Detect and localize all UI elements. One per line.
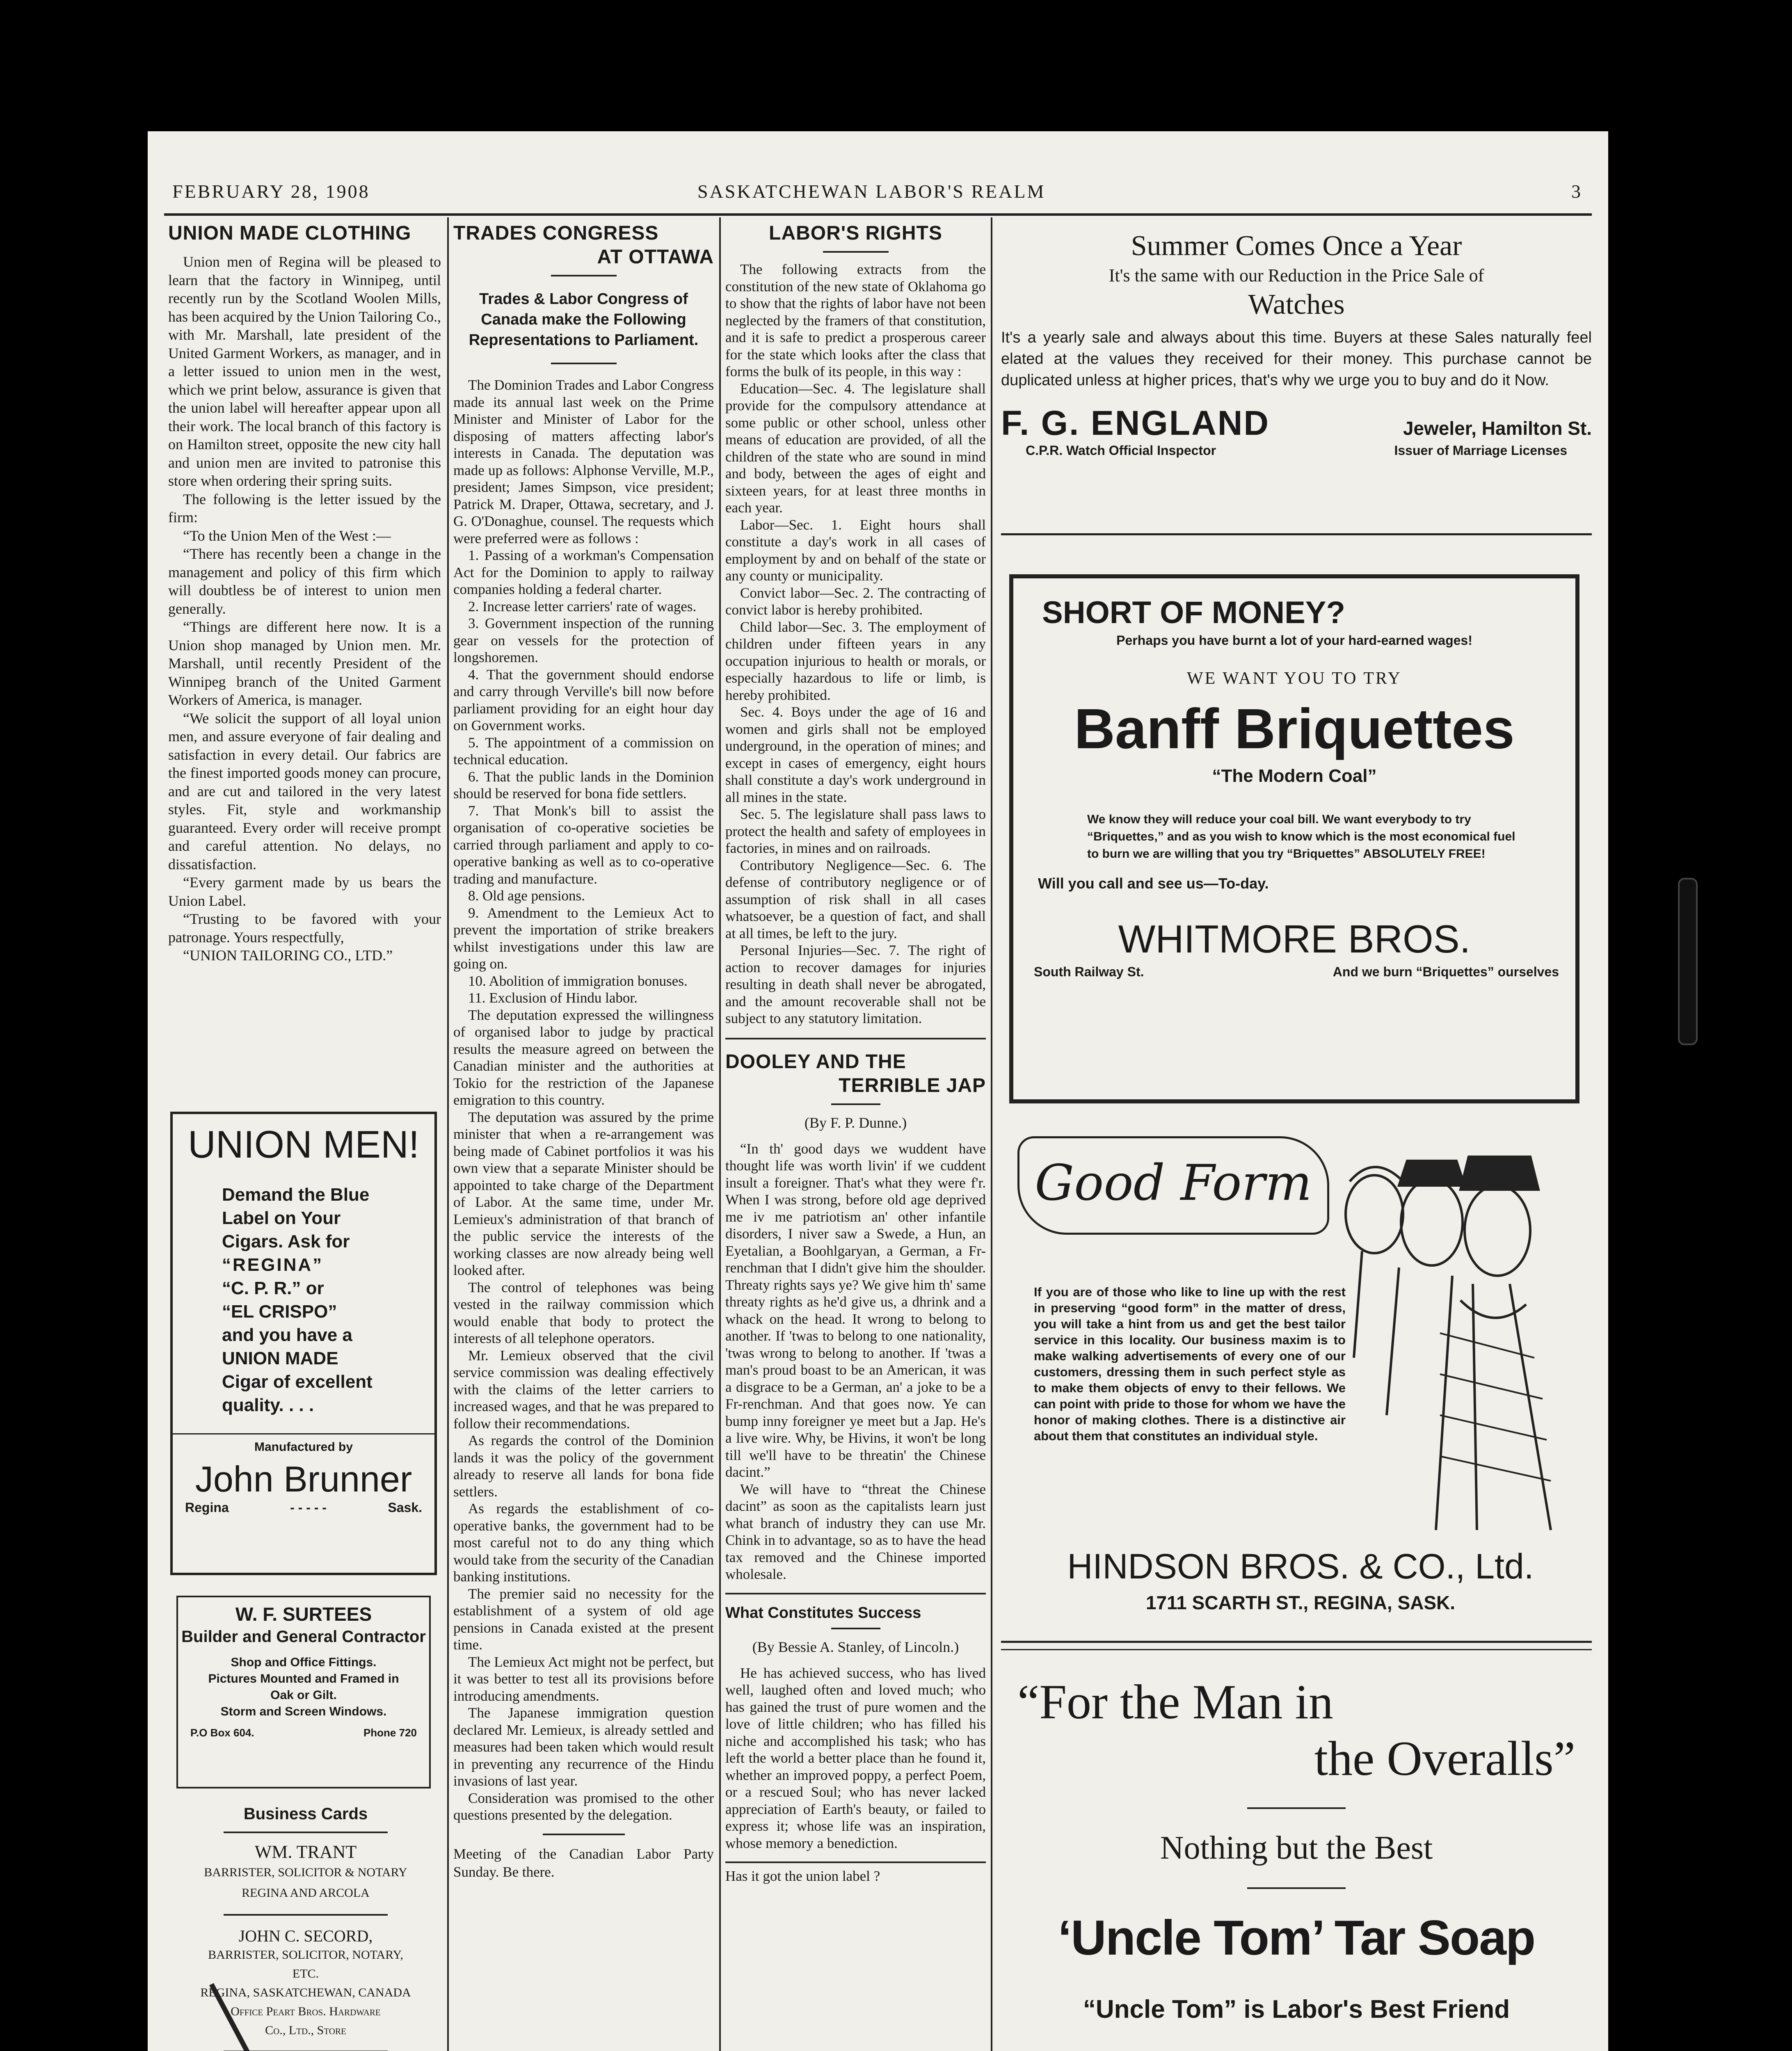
paragraph: Sec. 4. Boys under the age of 16 and women and girls shall not be employed underground, in the operation of mines; and except in cases of emergency, eight hours shall constitute a day's work underground in all mines in the state.	[725, 704, 986, 805]
ad-line: Cigars. Ask for	[222, 1231, 350, 1252]
ad-line: Demand the Blue	[222, 1185, 370, 1205]
ad-line: Oak or Gilt.	[270, 1688, 337, 1702]
paragraph: “To the Union Men of the West :—	[183, 527, 391, 544]
ad-rule	[1001, 1649, 1592, 1650]
ad-body	[178, 1654, 429, 1720]
po-box: P.O Box 604.	[190, 1727, 254, 1739]
column-rule	[719, 217, 721, 2051]
paragraph: As regards the control of the Dominion lands it was the policy of the government already to reserve all lands for bona fide settlers.	[453, 1432, 714, 1500]
dooley-heading-line1: DOOLEY AND THE	[725, 1051, 906, 1073]
article-union-made-clothing	[168, 222, 441, 1103]
ad-body: We know they will reduce your coal bill. We want everybody to try “Briquettes,” and as you wish to know which is the most economical fuel to burn we are willing that you try “Briquettes” ABSOLUTELY FREE!	[1087, 813, 1515, 861]
paragraph: Contributory Negligence—Sec. 6. The defense of contributory negligence or of assumption of risk shall in all cases whatsoever, be a question of fact, and shall at all times, be left to the jury.	[725, 857, 986, 941]
success-heading: What Constitutes Success	[725, 1604, 921, 1622]
paragraph: Child labor—Sec. 3. The employment of children under fifteen years in any occupation injurious to health or morals, or especially hazardous to life or limb, is hereby prohibited.	[725, 619, 986, 703]
paragraph: “Every garment made by us bears the Union Label.	[168, 874, 441, 909]
dooley-byline: (By F. P. Dunne.)	[804, 1114, 907, 1131]
paragraph: Union men of Regina will be pleased to learn that the factory in Winnipeg, until recently run by the Scotland Woolen Mills, has been acquired by the Union Tailoring Co., with Mr. Marshall, late president of the United Garment Workers, as manager, and in a letter issued to union men in the west, which we print below, assurance is given that the union label will hereafter appear upon all their work. The local branch of this factory is on Hamilton street, opposite the new city hall and union men are invited to patronise this store when ordering their spring suits.	[168, 254, 441, 489]
paragraph: 2. Increase letter carriers' rate of wages.	[468, 598, 697, 614]
ad-headline: SHORT OF MONEY?	[1042, 595, 1345, 630]
business-cards-heading: Business Cards	[243, 1805, 368, 1823]
ad-body: It's a yearly sale and always about this time. Buyers at these Sales naturally feel elated at the values they received for their money. This purchase cannot be duplicated unless at higher prices, that's why we urge you to buy and do it Now.	[1001, 329, 1592, 389]
ad-tagline: “The Modern Coal”	[1212, 766, 1377, 786]
article-body	[453, 377, 714, 1824]
card-name: WM. TRANT	[254, 1842, 357, 1862]
paragraph: The Japanese immigration question declared Mr. Lemieux, is already settled and measures had been taken which would result in preventing any recurrence of the Hindu invasions of last year.	[453, 1705, 714, 1789]
paragraph: 1. Passing of a workman's Compensation Act for the Dominion to apply to railway companies holding a federal charter.	[453, 547, 714, 597]
card-body	[172, 1862, 439, 1903]
ad-also: And we burn “Briquettes” ourselves	[1333, 964, 1559, 979]
paragraph: 8. Old age pensions.	[468, 888, 585, 904]
ad-line: “C. P. R.” or	[222, 1278, 324, 1298]
article-trades-congress	[453, 222, 714, 2051]
card-name: JOHN C. SECORD,	[238, 1927, 373, 1945]
ad-headline-line2: the Overalls”	[1314, 1731, 1575, 1786]
page-number: 3	[1571, 181, 1582, 202]
article-body	[168, 253, 441, 965]
article-heading: UNION MADE CLOTHING	[168, 222, 411, 244]
ad-headline-line1: “For the Man in	[1017, 1674, 1333, 1729]
paragraph: 7. That Monk's bill to assist the organisation of co-operative societies be carried through parliament and apply to co-operative banking as well as to co-operative trading and manufacture.	[453, 802, 714, 887]
paragraph: Education—Sec. 4. The legislature shall provide for the compulsory attendance at some public or other school, unless other means of education are provided, of all the children of the state who are sound in mind and body, between the ages of eight and sixteen years, for at least three months in each year.	[725, 380, 986, 516]
paragraph: “We solicit the support of all loyal union men, and assure everyone of fair dealing and satisfaction in every detail. Our fabrics are the finest imported goods money can procure, and are cut and tailored in the very latest styles. Fit, style and workmanship guaranteed. Every order will receive prompt and careful attention. No delays, no dissatisfaction.	[168, 710, 441, 872]
divider	[551, 363, 617, 364]
ad-rule	[1001, 533, 1592, 535]
meeting-notice: Meeting of the Canadian Labor Party Sunday. Be there.	[453, 1845, 714, 1880]
location-dashes: - - - - -	[290, 1500, 327, 1515]
card-line: Co., Ltd., Store	[265, 2024, 346, 2037]
card-line: BARRISTER, SOLICITOR, NOTARY,	[208, 1948, 403, 1962]
page-title: SASKATCHEWAN LABOR'S REALM	[697, 181, 1046, 202]
ad-line: “REGINA”	[222, 1255, 324, 1275]
paragraph: Sec. 5. The legislature shall pass laws to protect the health and safety of employees in factories, in mines and on railroads.	[725, 806, 986, 856]
ad-subline: Perhaps you have burnt a lot of your hard-earned wages!	[1116, 633, 1472, 648]
paragraph: The deputation expressed the willingness of organised labor to judge by practical results the measure agreed on between the Canadian minister and the authorities at Tokio for the restriction of the Japanese emigration to this country.	[453, 1007, 714, 1108]
divider	[543, 1834, 625, 1835]
paragraph: 11. Exclusion of Hindu labor.	[468, 990, 638, 1006]
ad-product: ‘Uncle Tom’ Tar Soap	[1058, 1910, 1535, 1965]
success-body	[725, 1665, 986, 1852]
paragraph: Convict labor—Sec. 2. The contracting of convict labor is hereby prohibited.	[725, 585, 986, 618]
contractor-name: W. F. SURTEES	[235, 1603, 372, 1625]
ad-line: Pictures Mounted and Framed in	[208, 1672, 399, 1686]
card-line: BARRISTER, SOLICITOR & NOTARY	[204, 1866, 407, 1879]
paragraph: “In th' good days we wuddent have thought life was worth livin' if we cuddent insult a foreigner. That's what they were f'r. When I was strong, before old age deprived me iv me patriotism an' other infantile disorders, I niver saw a Swede, a Hun, an Eyetalian, a Boohlgaryan, a German, a Fr-renchman that I didn't give him the shoulder. Threaty rights says ye? We give him th' same threaty rights as he'd give us, a dhrink and a whack on the head. It wrong to belong to another. If 'twas to belong to one nationality, 'twas wrong to belong to another. If 'twas a man's proud boast to be an American, it was a disgrace to be a German, an' a joke to be a Fr-renchman. And that goes now. Ye can bump inny foreigner ye meet but a Jap. He's a live wire. Why, be Hivins, it won't be long till we'll have to be threatin' the Chinese dacint.”	[725, 1140, 986, 1480]
paragraph: 3. Government inspection of the running gear on vessels for the protection of longshoremen.	[453, 615, 714, 665]
dooley-body	[725, 1140, 986, 1583]
paragraph: “There has recently been a change in the management and policy of this firm which will doubtless be of interest to union men generally.	[168, 546, 441, 617]
article-body	[725, 261, 986, 1027]
dooley-heading-line2: TERRIBLE JAP	[839, 1074, 986, 1096]
success-byline: (By Bessie A. Stanley, of Lincoln.)	[752, 1638, 959, 1655]
ad-subline: Nothing but the Best	[1160, 1830, 1433, 1866]
contractor-trade: Builder and General Contractor	[181, 1628, 426, 1646]
gentlemen-illustration-icon	[1337, 1128, 1584, 1538]
paragraph: The control of telephones was being vested in the railway commission which would enable that body to protect the interests of all telephone operators.	[453, 1279, 714, 1346]
uncle-tom-soap-ad	[1001, 1665, 1592, 2051]
paragraph: He has achieved success, who has lived well, laughed often and loved much; who has gained the trust of pure women and the love of little children; who has filled his niche and accomplished his task; who has left the world a better place than he found it, whether an improved poppy, a perfect Poem, or a rescued Soul; who has never lacked appreciation of Earth's beauty, or failed to express it; whose life was an inspiration, whose memory a benediction.	[725, 1665, 986, 1851]
firm-name: WHITMORE BROS.	[1118, 917, 1471, 961]
inspector-note: C.P.R. Watch Official Inspector	[1026, 443, 1216, 458]
paragraph: We will have to “threat the Chinese dacint” as soon as the capitalists learn just what branch of industry they can use Mr. Chink in to advantage, so as to have the head tax removed and the Chinese imported wholesale.	[725, 1481, 986, 1582]
divider	[1247, 1807, 1346, 1809]
header-rule	[164, 213, 1592, 216]
ad-slogan: “Uncle Tom” is Labor's Best Friend	[1083, 1995, 1510, 2024]
ad-line: Cigar of excellent	[222, 1372, 373, 1392]
paragraph: 10. Abolition of immigration bonuses.	[468, 973, 688, 989]
jeweler-tag: Jeweler, Hamilton St.	[1403, 418, 1592, 439]
paragraph: 5. The appointment of a commission on technical education.	[453, 734, 714, 767]
divider	[551, 275, 617, 276]
firm-name: HINDSON BROS. & CO., Ltd.	[1067, 1547, 1534, 1586]
licenses-note: Issuer of Marriage Licenses	[1394, 443, 1567, 458]
contact-row	[178, 1720, 429, 1739]
article-heading-line1: TRADES CONGRESS	[453, 222, 659, 244]
card-body	[172, 1946, 439, 2040]
divider	[224, 1914, 388, 1916]
maker-name: John Brunner	[195, 1459, 412, 1499]
card-line: Office Peart Bros. Hardware	[231, 2005, 381, 2018]
paragraph: Consideration was promised to the other questions presented by the delegation.	[453, 1790, 714, 1823]
section-rule	[725, 1038, 986, 1039]
maker-location	[173, 1500, 434, 1515]
paragraph: “Trusting to be favored with your patronage. Yours respectfully,	[168, 911, 441, 946]
business-cards	[172, 1805, 439, 2051]
ad-product: Watches	[1248, 289, 1345, 320]
page-date: FEBRUARY 28, 1908	[172, 181, 370, 202]
column-three	[725, 222, 986, 2051]
paragraph: The premier said no necessity for the establishment of a system of old age pensions in Canada existed at the present time.	[453, 1585, 714, 1653]
firm-address: 1711 SCARTH ST., REGINA, SASK.	[1145, 1592, 1456, 1613]
ad-subline: It's the same with our Reduction in the Price Sale of	[1109, 265, 1484, 285]
hindson-tailor-ad	[1009, 1128, 1592, 1670]
paragraph: 6. That the public lands in the Dominion should be reserved for bona fide settlers.	[453, 768, 714, 802]
newspaper-page	[148, 131, 1608, 2051]
union-label-question: Has it got the union label ?	[725, 1868, 880, 1884]
ad-signature	[1001, 403, 1592, 443]
ad-body: If you are of those who like to line up with the rest in preserving “good form” in the matter of dress, you will take a hint from us and get the best tailor service in this locality. Our business maxim is to make walking advertisements of every one of our customers, dressing them in such perfect style as to make them objects of envy to their fellows. We can point with pride to those for whom we have the honor of making clothes. There is a distinctive air about them that constitutes an individual style.	[1034, 1285, 1346, 1443]
card-line: REGINA AND ARCOLA	[242, 1886, 370, 1900]
article-subhead: Trades & Labor Congress of Canada make the Following Representations to Parliament.	[469, 290, 699, 349]
ad-try: WE WANT YOU TO TRY	[1187, 669, 1402, 688]
jeweler-name: F. G. ENGLAND	[1001, 404, 1270, 442]
paragraph: As regards the establishment of co-operative banks, the government had to be most careful not to do any thing which would take from the security of the Canadian banking institutions.	[453, 1501, 714, 1585]
ad-line: quality. . . .	[222, 1395, 314, 1415]
ad-body	[222, 1183, 434, 1417]
manufactured-by: Manufactured by	[173, 1433, 434, 1454]
section-rule	[725, 1593, 986, 1594]
paragraph: Personal Injuries—Sec. 7. The right of action to recover damages for injuries resulting in death shall never be abrogated, and the amount recoverable shall not be subject to any statutory limitation.	[725, 942, 986, 1026]
script-banner	[1017, 1136, 1329, 1235]
ad-headline: Summer Comes Once a Year	[1131, 230, 1462, 262]
ad-line: Label on Your	[222, 1208, 341, 1228]
paragraph: The following extracts from the constitution of the new state of Oklahoma go to show that the rights of labor have not been neglected by the framers of that constitution, and it is safe to predict a prosperous career for the state which looks after the class that forms the bulk of its people, in this way :	[725, 261, 986, 379]
divider	[224, 1832, 388, 1833]
city: Regina	[185, 1500, 229, 1515]
card-line: ETC.	[292, 1967, 319, 1980]
paragraph: The following is the letter issued by the firm:	[168, 491, 441, 525]
england-jeweler-ad	[1001, 230, 1592, 529]
ad-rule	[1001, 1641, 1592, 1643]
firm-street: South Railway St.	[1034, 964, 1144, 979]
paragraph: Mr. Lemieux observed that the civil service commission was dealing effectively with the claims of the letter carriers to increased wages, and that he was prepared to follow their recommendations.	[453, 1347, 714, 1432]
ad-line: and you have a	[222, 1325, 352, 1345]
banff-briquettes-ad	[1009, 574, 1579, 1103]
ad-product: Banff Briquettes	[1074, 697, 1515, 761]
paragraph: 9. Amendment to the Lemieux Act to prevent the importation of strike breakers whilst investigations under this law are going on.	[453, 904, 714, 972]
ad-footer	[1013, 962, 1575, 980]
divider	[823, 251, 889, 253]
column-rule	[447, 217, 449, 2051]
paragraph: The deputation was assured by the prime minister that when a re-arrangement was being made of Cabinet portfolios it was his own view that a separate Minister should be appointed to take charge of the Department of Labor. At the same time, under Mr. Lemieux's administration of that branch of the public service the interests of the working classes are now already being well looked after.	[453, 1109, 714, 1278]
province: Sask.	[388, 1500, 422, 1515]
divider	[831, 1103, 880, 1105]
divider	[831, 1628, 880, 1629]
ad-title: UNION MEN!	[188, 1123, 419, 1166]
page-edge-tab	[1678, 878, 1698, 1045]
paragraph: The Lemieux Act might not be perfect, but it was better to test all its provisions before introducing amendments.	[453, 1654, 714, 1704]
ad-call: Will you call and see us—To-day.	[1038, 875, 1269, 892]
section-rule	[725, 1861, 986, 1863]
ad-line: “EL CRISPO”	[222, 1302, 337, 1322]
card-line: REGINA, SASKATCHEWAN, CANADA	[200, 1986, 411, 1999]
script-title: Good Form	[1035, 1155, 1312, 1212]
phone: Phone 720	[363, 1727, 417, 1739]
surtees-ad	[176, 1596, 431, 1788]
ad-footer	[1001, 443, 1592, 458]
article-heading: LABOR'S RIGHTS	[769, 222, 942, 244]
paragraph: “UNION TAILORING CO., LTD.”	[183, 947, 393, 964]
ad-line: Storm and Screen Windows.	[220, 1705, 387, 1718]
paragraph: The Dominion Trades and Labor Congress made its annual last week on the Prime Minister and Minister of Labor for the disposing of matters affecting labor's interests in Canada. The deputation was made up as follows: Alphonse Verville, M.P., president; James Simpson, vice president; Patrick M. Draper, Ottawa, secretary, and J. G. O'Donaghue, counsel. The requests which were preferred were as follows :	[453, 377, 714, 546]
union-men-ad	[170, 1112, 437, 1575]
column-rule	[991, 217, 992, 2051]
divider	[1247, 1887, 1346, 1889]
paragraph: Labor—Sec. 1. Eight hours shall constitute a day's work in all cases of employment by and on behalf of the state or any county or municipality.	[725, 516, 986, 584]
paragraph: “Things are different here now. It is a Union shop managed by Union men. Mr. Marshall, until recently President of the Winnipeg branch of the United Garment Workers of America, is manager.	[168, 619, 441, 708]
paragraph: 4. That the government should endorse and carry through Verville's bill now before parliament providing for an eight hour day on Government works.	[453, 666, 714, 733]
article-heading-line2: AT OTTAWA	[597, 246, 714, 268]
ad-line: UNION MADE	[222, 1348, 338, 1368]
ad-line: Shop and Office Fittings.	[231, 1656, 377, 1669]
